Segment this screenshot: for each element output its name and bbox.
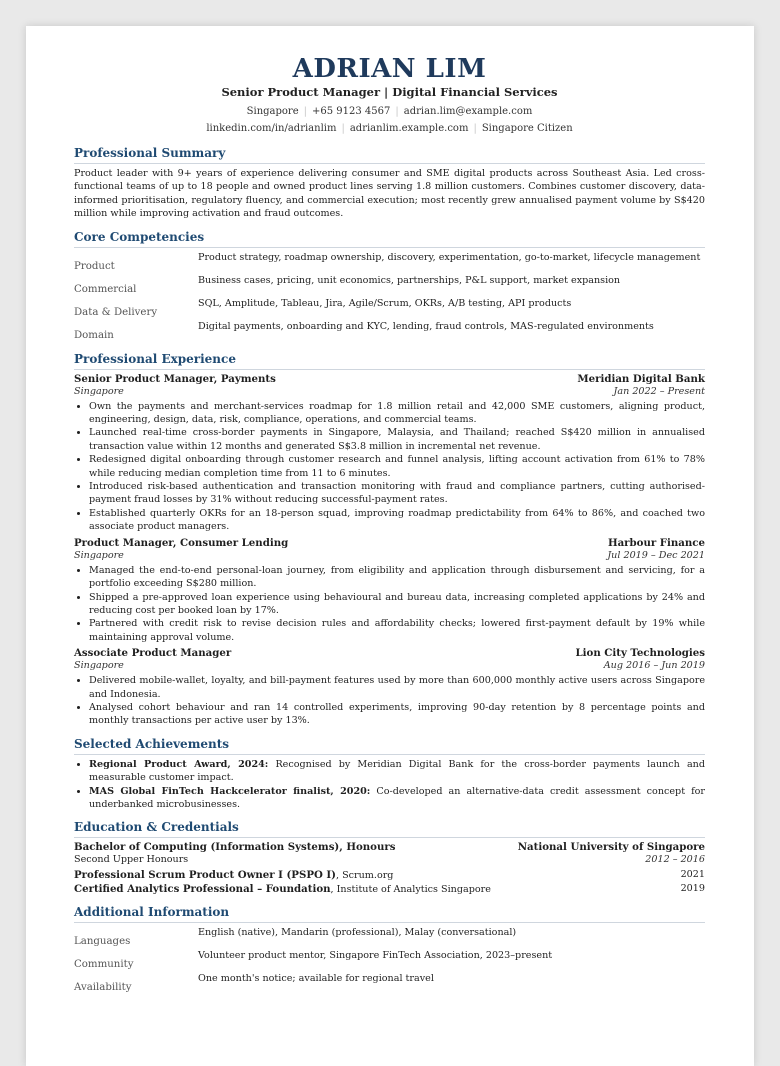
cert-issuer: , Scrum.org — [335, 870, 394, 882]
role-location: Singapore — [74, 660, 124, 672]
additional-row — [74, 949, 705, 972]
list-item: • Analysed cohort behaviour and ran 14 controlled experiments, improving 90-day retention by 8 percentage points and monthly transactions per active user by 13%. — [89, 701, 705, 728]
competency-row — [74, 251, 705, 274]
contact-website[interactable]: adrianlim.example.com — [349, 123, 469, 134]
list-item — [89, 785, 705, 812]
cert-name: Professional Scrum Product Owner I (PSPO I) — [74, 869, 336, 882]
additional-heading: Additional Information — [74, 905, 705, 923]
experience-role — [74, 373, 705, 534]
experience-heading: Professional Experience — [74, 352, 705, 370]
competency-row — [74, 320, 705, 343]
list-item: • Introduced risk-based authentication and transaction monitoring with fraud and compliance partners, cutting authorised-payment fraud losses by 31% without reducing successful-payment rates. — [89, 480, 705, 507]
role-subheader — [74, 660, 705, 672]
role-company: Lion City Technologies — [575, 647, 705, 660]
additional-value: English (native), Mandarin (professional), Malay (conversational) — [198, 927, 517, 939]
role-header — [74, 647, 705, 660]
candidate-headline: Senior Product Manager | Digital Financial Services — [221, 85, 558, 99]
role-company: Meridian Digital Bank — [577, 372, 705, 385]
contact-email[interactable]: adrian.lim@example.com — [403, 106, 533, 117]
role-bullets — [74, 400, 705, 534]
role-company: Harbour Finance — [607, 536, 705, 549]
competency-value: SQL, Amplitude, Tableau, Jira, Agile/Scrum, OKRs, A/B testing, API products — [198, 297, 572, 309]
cert-row — [74, 883, 705, 897]
role-title: Senior Product Manager, Payments — [74, 372, 276, 385]
list-item: • Partnered with credit risk to revise decision rules and affordability checks; lowered first-payment default by 19% while maintaining approval volume. — [89, 617, 705, 644]
additional-row — [74, 926, 705, 949]
contact-line-1: Singapore | +65 9123 4567 | adrian.lim@example.com — [246, 106, 533, 117]
degree-honours: Second Upper Honours — [74, 853, 189, 865]
contact-location: Singapore — [246, 106, 299, 117]
competency-label: Domain — [74, 329, 114, 341]
achievement-text: Recognised by Meridian Digital Bank for the cross-border payments launch and measurable customer impact. — [89, 758, 705, 784]
resume-page — [26, 26, 754, 1066]
achievement-label: MAS Global FinTech Hackcelerator finalist, 2020: — [89, 785, 371, 797]
competency-row — [74, 274, 705, 297]
contact-phone: +65 9123 4567 — [312, 106, 391, 117]
competencies-heading: Core Competencies — [74, 230, 705, 248]
additional-value: Volunteer product mentor, Singapore FinTech Association, 2023–present — [198, 950, 553, 962]
additional-label: Availability — [74, 982, 132, 994]
candidate-name: ADRIAN LIM — [292, 54, 487, 84]
list-item: • Shipped a pre-approved loan experience using behavioural and bureau data, increasing completed applications by 24% and reducing cost per booked loan by 17%. — [89, 591, 705, 618]
contact-linkedin[interactable]: linkedin.com/in/adrianlim — [206, 123, 337, 134]
education-heading: Education & Credentials — [74, 820, 705, 838]
role-header — [74, 373, 705, 386]
competency-label: Product — [74, 260, 115, 272]
role-bullets — [74, 564, 705, 644]
role-dates: Jan 2022 – Present — [613, 385, 705, 397]
list-item: • Launched real-time cross-border payments in Singapore, Malaysia, and Thailand; reached S$420 million in annualised transaction value within 12 months and generated S$3.8 million in incremental net revenue. — [89, 426, 705, 453]
cert-year: 2021 — [680, 869, 705, 881]
additional-list — [74, 926, 705, 995]
cert-row — [74, 869, 705, 883]
degree-detail-row — [74, 854, 705, 867]
additional-label: Languages — [74, 936, 131, 948]
list-item: • Own the payments and merchant-services roadmap for 1.8 million retail and 42,000 SME customers, aligning product, engineering, design, data, risk, compliance, operations, and commercial teams. — [89, 400, 705, 427]
summary-text: Product leader with 9+ years of experience delivering consumer and SME digital products across Southeast Asia. Led cross-functional teams of up to 18 people and owned product lines serving 1.8 million customers. Combines customer discovery, data-informed prioritisation, regulatory fluency, and commercial execution; most recently grew annualised payment volume by S$420 million while improving activation and fraud outcomes. — [74, 168, 705, 220]
competency-value: Product strategy, roadmap ownership, discovery, experimentation, go-to-market, lifecycle management — [198, 251, 701, 263]
role-dates: Aug 2016 – Jun 2019 — [603, 660, 705, 672]
additional-value: One month's notice; available for regional travel — [198, 973, 434, 985]
role-header — [74, 537, 705, 550]
cert-year: 2019 — [680, 882, 705, 894]
achievements-heading: Selected Achievements — [74, 737, 705, 755]
competency-row — [74, 297, 705, 320]
competency-label: Commercial — [74, 283, 137, 295]
cert-issuer: , Institute of Analytics Singapore — [330, 883, 491, 895]
list-item: • Redesigned digital onboarding through customer research and funnel analysis, lifting account activation from 61% to 78% while reducing median completion time from 11 to 6 minutes. — [89, 453, 705, 480]
list-item: • Managed the end-to-end personal-loan journey, from eligibility and application through disbursement and servicing, for a portfolio exceeding S$280 million. — [89, 564, 705, 591]
achievement-label: Regional Product Award, 2024: — [89, 758, 269, 770]
cert-name: Certified Analytics Professional – Foundation — [74, 882, 331, 895]
degree-dates: 2012 – 2016 — [645, 853, 705, 865]
role-title: Associate Product Manager — [74, 647, 232, 660]
degree-school: National University of Singapore — [517, 841, 705, 854]
list-item: • Established quarterly OKRs for an 18-person squad, improving roadmap predictability from 64% to 86%, and coached two associate product managers. — [89, 507, 705, 534]
role-dates: Jul 2019 – Dec 2021 — [607, 549, 705, 561]
degree-row — [74, 841, 705, 854]
additional-label: Community — [74, 959, 134, 971]
role-subheader — [74, 550, 705, 562]
competencies-list — [74, 251, 705, 343]
additional-row — [74, 972, 705, 995]
summary-heading: Professional Summary — [74, 146, 705, 164]
competency-value: Digital payments, onboarding and KYC, lending, fraud controls, MAS-regulated environments — [198, 320, 654, 332]
achievement-text: Co-developed an alternative-data credit assessment concept for underbanked microbusinesses. — [89, 785, 705, 810]
resume-content — [74, 54, 705, 995]
contact-citizenship: Singapore Citizen — [481, 123, 573, 134]
role-title: Product Manager, Consumer Lending — [74, 536, 289, 549]
experience-role — [74, 647, 705, 728]
role-bullets — [74, 674, 705, 728]
experience-role — [74, 537, 705, 644]
degree-name: Bachelor of Computing (Information Systems), Honours — [74, 841, 396, 854]
list-item — [89, 758, 705, 785]
role-location: Singapore — [74, 549, 124, 561]
list-item: • Delivered mobile-wallet, loyalty, and bill-payment features used by more than 600,000 monthly active users across Singapore and Indonesia. — [89, 674, 705, 701]
role-location: Singapore — [74, 385, 124, 397]
competency-value: Business cases, pricing, unit economics, partnerships, P&L support, market expansion — [198, 274, 621, 286]
contact-line-2: linkedin.com/in/adrianlim | adrianlim.example.com | Singapore Citizen — [206, 123, 573, 134]
achievements-list — [74, 758, 705, 812]
role-subheader — [74, 386, 705, 398]
competency-label: Data & Delivery — [74, 306, 158, 318]
